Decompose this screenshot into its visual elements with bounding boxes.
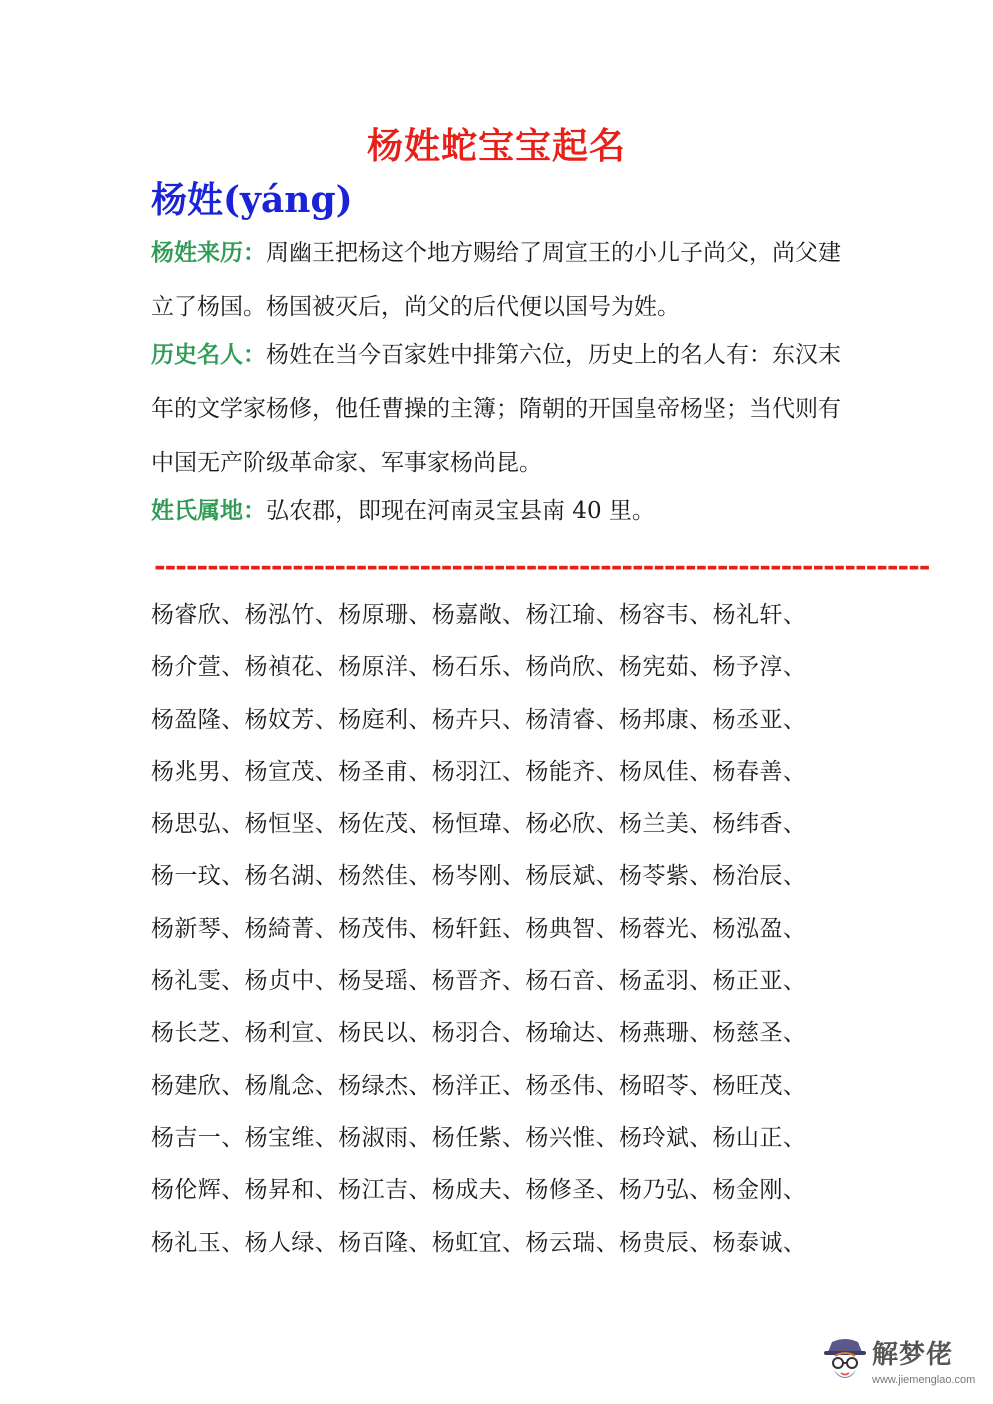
name-item: 杨贵辰、: [619, 1229, 713, 1256]
name-item: 杨虹宜、: [431, 1229, 526, 1256]
name-item: 杨金刚、: [712, 1177, 807, 1204]
name-item: 杨治辰、: [712, 863, 807, 890]
name-item: 杨佐茂、: [338, 811, 432, 838]
name-list: [151, 589, 871, 1269]
name-item: 杨思弘、: [151, 811, 245, 838]
name-item: 杨凤佳、: [619, 758, 713, 785]
territory-text: 弘农郡，即现在河南灵宝县南 40 里。: [266, 498, 655, 524]
name-item: 杨盈隆、: [151, 706, 245, 733]
name-item: 杨原洋、: [338, 654, 432, 681]
origin-text: 周幽王把杨这个地方赐给了周宣王的小儿子尚父，尚父建立了杨国。杨国被灭后，尚父的后代便以国号为姓。: [151, 240, 841, 320]
name-item: 杨旺茂、: [712, 1072, 807, 1099]
surname-heading: 杨姓(yáng): [151, 179, 353, 221]
famous-people-text: 杨姓在当今百家姓中排第六位，历史上的名人有：东汉末年的文学家杨修，他任曹操的主簿；隋朝的开国皇帝杨坚；当代则有中国无产阶级革命家、军事家杨尚昆。: [151, 342, 841, 476]
name-item: 杨绿杰、: [338, 1072, 432, 1099]
name-item: 杨名湖、: [244, 863, 339, 890]
name-item: 杨礼雯、: [151, 968, 245, 995]
name-item: 杨然佳、: [338, 863, 432, 890]
name-item: 杨丞伟、: [525, 1072, 620, 1099]
name-item: 杨人绿、: [244, 1229, 339, 1256]
name-item: 杨圣甫、: [338, 758, 432, 785]
name-item: 杨庭利、: [338, 706, 432, 733]
dashed-divider: -------------------------------------------------------------------------: [154, 549, 930, 582]
name-item: 杨岑刚、: [431, 863, 526, 890]
name-item: 杨兰美、: [619, 811, 713, 838]
famous-people-label: 历史名人：: [151, 341, 266, 368]
name-item: 杨云瑞、: [525, 1229, 620, 1256]
name-item: 杨介萱、: [151, 654, 245, 681]
name-item: 杨修圣、: [525, 1177, 620, 1204]
name-item: 杨贞中、: [244, 968, 339, 995]
name-item: 杨百隆、: [338, 1229, 432, 1256]
name-item: 杨恒坚、: [244, 811, 339, 838]
name-item: 杨必欣、: [525, 811, 620, 838]
origin-label: 杨姓来历：: [151, 239, 266, 266]
name-item: 杨苓紫、: [619, 863, 713, 890]
site-watermark: [822, 1336, 976, 1396]
name-item: 杨任紫、: [431, 1124, 526, 1151]
name-item: 杨孟羽、: [619, 968, 713, 995]
name-item: 杨羽江、: [431, 758, 526, 785]
name-item: 杨嘉敞、: [431, 602, 526, 628]
name-item: 杨羽合、: [431, 1020, 526, 1047]
name-item: 杨綺菁、: [244, 915, 339, 942]
name-item: 杨石乐、: [431, 654, 526, 681]
name-item: 杨辰斌、: [525, 863, 620, 890]
site-name: 解梦佬: [872, 1340, 954, 1370]
name-item: 杨旻瑶、: [338, 968, 432, 995]
name-item: 杨兆男、: [151, 758, 245, 785]
name-item: 杨卉只、: [431, 706, 526, 733]
name-item: 杨睿欣、: [151, 602, 245, 628]
name-item: 杨宣茂、: [244, 758, 339, 785]
name-item: 杨邦康、: [619, 706, 713, 733]
name-item: 杨予淳、: [712, 654, 807, 681]
name-item: 杨纬香、: [712, 811, 807, 838]
name-item: 杨乃弘、: [619, 1177, 713, 1204]
territory-paragraph: [151, 484, 851, 538]
name-item: 杨新琴、: [151, 915, 245, 942]
name-item: 杨礼轩、: [712, 602, 807, 628]
name-item: 杨宝维、: [244, 1124, 339, 1151]
name-item: 杨禎花、: [244, 654, 339, 681]
famous-people-paragraph: [151, 328, 851, 490]
name-item: 杨石音、: [525, 968, 620, 995]
name-item: 杨江瑜、: [525, 602, 620, 628]
name-item: 杨长芝、: [151, 1020, 245, 1047]
name-item: 杨泓竹、: [244, 602, 339, 628]
name-item: 杨泓盈、: [712, 915, 807, 942]
territory-label: 姓氏属地：: [151, 497, 266, 524]
name-item: 杨容韦、: [619, 602, 713, 628]
name-item: 杨建欣、: [151, 1072, 245, 1099]
detective-face-icon: [822, 1336, 868, 1386]
name-item: 杨晋齐、: [431, 968, 526, 995]
name-item: 杨丞亚、: [712, 706, 807, 733]
name-item: 杨民以、: [338, 1020, 432, 1047]
name-item: 杨江吉、: [338, 1177, 432, 1204]
name-item: 杨成夫、: [431, 1177, 526, 1204]
name-item: 杨瑜达、: [525, 1020, 620, 1047]
name-item: 杨原珊、: [338, 602, 432, 628]
name-item: 杨洋正、: [431, 1072, 526, 1099]
name-item: 杨茂伟、: [338, 915, 432, 942]
name-item: 杨昭苓、: [619, 1072, 713, 1099]
name-item: 杨山正、: [712, 1124, 807, 1151]
name-item: 杨兴惟、: [525, 1124, 620, 1151]
name-item: 杨能齐、: [525, 758, 620, 785]
name-item: 杨尚欣、: [525, 654, 620, 681]
name-item: 杨妏芳、: [244, 706, 339, 733]
name-item: 杨慈圣、: [712, 1020, 807, 1047]
name-item: 杨恒瑋、: [431, 811, 526, 838]
name-item: 杨昇和、: [244, 1177, 339, 1204]
name-item: 杨宪茹、: [619, 654, 713, 681]
name-item: 杨正亚、: [712, 968, 807, 995]
name-item: 杨一玟、: [151, 863, 245, 890]
name-item: 杨燕珊、: [619, 1020, 713, 1047]
origin-paragraph: [151, 226, 851, 334]
name-item: 杨清睿、: [525, 706, 620, 733]
name-item: 杨玲斌、: [619, 1124, 713, 1151]
name-item: 杨利宣、: [244, 1020, 339, 1047]
site-url: www.jiemenglao.com: [872, 1374, 976, 1386]
name-item: 杨吉一、: [151, 1124, 245, 1151]
name-item: 杨轩鈺、: [431, 915, 526, 942]
name-item: 杨淑雨、: [338, 1124, 432, 1151]
name-item: 杨礼玉、: [151, 1229, 245, 1256]
name-item: 杨泰诚、: [712, 1229, 807, 1256]
name-item: 杨胤念、: [244, 1072, 339, 1099]
document-title: 杨姓蛇宝宝起名: [366, 125, 626, 167]
name-item: 杨蓉光、: [619, 915, 713, 942]
name-item: 杨典智、: [525, 915, 620, 942]
name-item: 杨伦辉、: [151, 1177, 245, 1204]
name-item: 杨春善、: [712, 758, 807, 785]
